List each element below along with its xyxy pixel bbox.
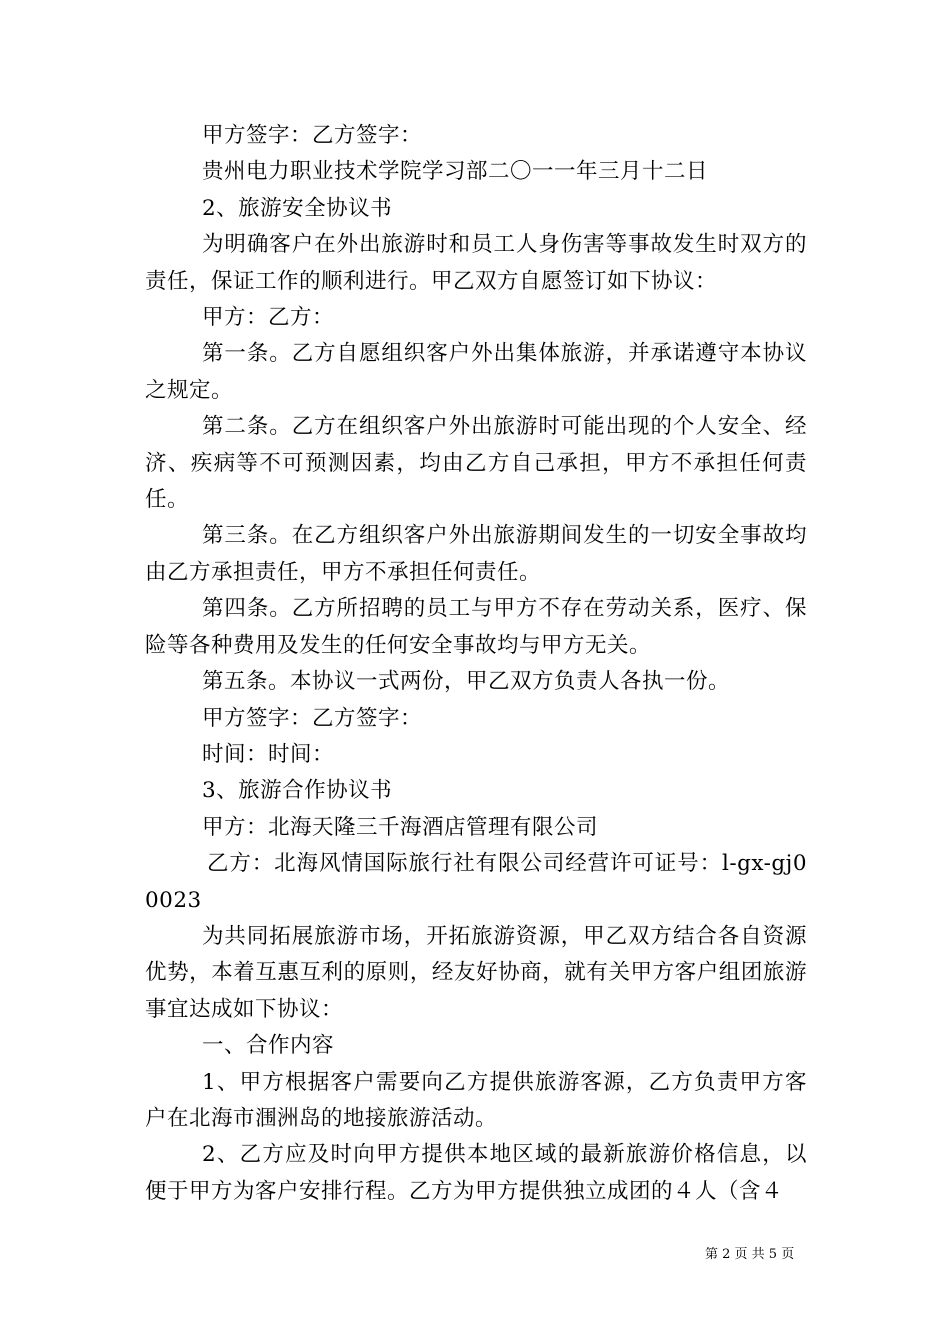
section-heading-3: 3、旅游合作协议书 [202,778,393,804]
intro-paragraph-3: 为共同拓展旅游市场，开拓旅游资源，甲乙双方结合各自资源优势，本着互惠互利的原则，经友好协商，就有关甲方客户组团旅游事宜达成如下协议： [145,923,807,1022]
signature-line-1: 甲方签字：乙方签字： [202,123,423,148]
article-4: 第四条。乙方所招聘的员工与甲方不存在劳动关系，医疗、保险等各种费用及发生的任何安全事故均与甲方无关。 [145,596,807,658]
article-1: 第一条。乙方自愿组织客户外出集体旅游，并承诺遵守本协议之规定。 [145,341,807,403]
page-number-footer: 第 2 页 共 5 页 [705,1247,795,1262]
party-a-line-3: 甲方：北海天隆三千海酒店管理有限公司 [202,814,599,840]
signature-line-2: 甲方签字：乙方签字： [202,705,423,731]
article-2: 第二条。乙方在组织客户外出旅游时可能出现的个人安全、经济、疾病等不可预测因素，均由乙方自己承担，甲方不承担任何责任。 [145,414,807,513]
cooperation-item-1: 1、甲方根据客户需要向乙方提供旅游客源，乙方负责甲方客户在北海市涠洲岛的地接旅游活动。 [145,1069,807,1131]
cooperation-item-2: 2、乙方应及时向甲方提供本地区域的最新旅游价格信息，以便于甲方为客户安排行程。乙方为甲方提供独立成团的４人（含４ [145,1142,807,1204]
section-heading-2: 2、旅游安全协议书 [202,195,393,221]
article-3: 第三条。在乙方组织客户外出旅游期间发生的一切安全事故均由乙方承担责任，甲方不承担任何责任。 [145,523,807,585]
intro-paragraph-2: 为明确客户在外出旅游时和员工人身伤害等事故发生时双方的责任，保证工作的顺利进行。甲乙双方自愿签订如下协议： [145,232,807,294]
article-5: 第五条。本协议一式两份，甲乙双方负责人各执一份。 [202,669,731,695]
organization-date-line: 贵州电力职业技术学院学习部二〇一一年三月十二日 [202,159,709,185]
parties-line-2: 甲方：乙方： [202,305,335,331]
subsection-heading-1: 一、合作内容 [202,1033,335,1059]
party-b-line-3: 乙方：北海风情国际旅行社有限公司经营许可证号：l-gx-gj00023 [145,851,807,913]
document-body [145,118,807,1210]
time-line-2: 时间：时间： [202,741,335,767]
